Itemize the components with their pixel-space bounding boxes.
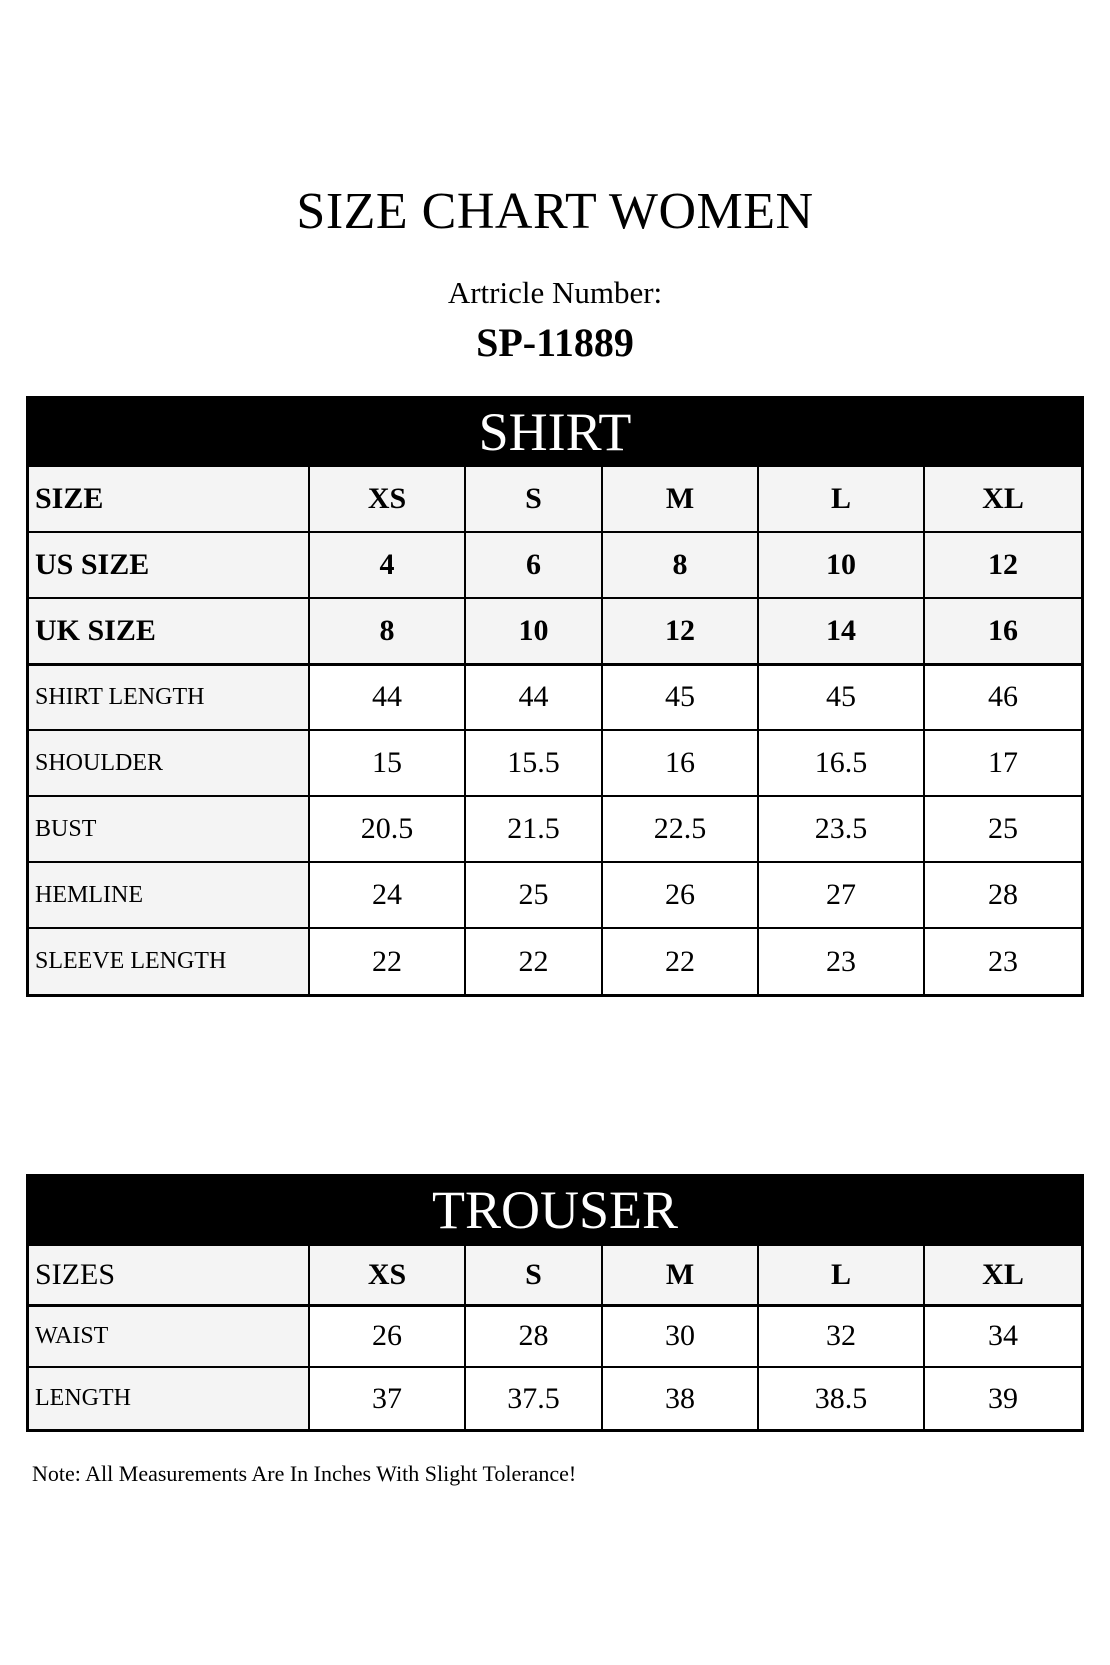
table-cell: 27 [758, 862, 924, 928]
table-cell: 15.5 [465, 730, 602, 796]
us-size-row [29, 532, 1081, 598]
size-xs: XS [309, 1245, 465, 1305]
shirt-size-row [29, 466, 1081, 532]
table-cell: 17 [924, 730, 1081, 796]
sizes-label: SIZES [29, 1245, 309, 1305]
size-l: L [758, 1245, 924, 1305]
table-cell: 24 [309, 862, 465, 928]
row-label: LENGTH [29, 1367, 309, 1429]
article-number-label: Artricle Number: [447, 275, 663, 310]
size-l: L [758, 466, 924, 532]
table-row [29, 796, 1081, 862]
table-cell: 26 [602, 862, 758, 928]
table-cell: 16 [924, 598, 1081, 664]
table-cell: 6 [465, 532, 602, 598]
table-cell: 8 [602, 532, 758, 598]
table-row [29, 730, 1081, 796]
table-cell: 39 [924, 1367, 1081, 1429]
size-xl: XL [924, 1245, 1081, 1305]
shirt-size-table [26, 396, 1084, 997]
table-cell: 16 [602, 730, 758, 796]
size-m: M [602, 1245, 758, 1305]
row-label: WAIST [29, 1305, 309, 1367]
table-cell: 25 [465, 862, 602, 928]
row-label: SHOULDER [29, 730, 309, 796]
table-cell: 45 [602, 664, 758, 730]
table-row [29, 1367, 1081, 1429]
size-s: S [465, 466, 602, 532]
size-xs: XS [309, 466, 465, 532]
table-cell: 34 [924, 1305, 1081, 1367]
table-cell: 8 [309, 598, 465, 664]
table-cell: 37.5 [465, 1367, 602, 1429]
size-s: S [465, 1245, 602, 1305]
table-cell: 28 [465, 1305, 602, 1367]
trouser-table-header: TROUSER [29, 1177, 1081, 1244]
uk-size-label: UK SIZE [29, 598, 309, 664]
table-cell: 23 [758, 928, 924, 994]
table-cell: 10 [465, 598, 602, 664]
table-row [29, 664, 1081, 730]
shirt-table [29, 465, 1081, 994]
table-cell: 44 [309, 664, 465, 730]
table-cell: 14 [758, 598, 924, 664]
table-cell: 30 [602, 1305, 758, 1367]
table-cell: 25 [924, 796, 1081, 862]
table-cell: 38.5 [758, 1367, 924, 1429]
table-cell: 38 [602, 1367, 758, 1429]
table-row [29, 862, 1081, 928]
table-cell: 10 [758, 532, 924, 598]
row-label: SHIRT LENGTH [29, 664, 309, 730]
table-cell: 45 [758, 664, 924, 730]
table-cell: 44 [465, 664, 602, 730]
table-cell: 21.5 [465, 796, 602, 862]
table-cell: 22 [309, 928, 465, 994]
page-title: SIZE CHART WOMEN [296, 183, 814, 240]
table-cell: 22 [465, 928, 602, 994]
trouser-table [29, 1244, 1081, 1429]
measurement-note: Note: All Measurements Are In Inches With Slight Tolerance! [32, 1461, 577, 1486]
table-cell: 12 [602, 598, 758, 664]
table-cell: 22.5 [602, 796, 758, 862]
trouser-size-row [29, 1245, 1081, 1305]
us-size-label: US SIZE [29, 532, 309, 598]
table-cell: 26 [309, 1305, 465, 1367]
shirt-table-header: SHIRT [29, 399, 1081, 465]
table-cell: 16.5 [758, 730, 924, 796]
uk-size-row [29, 598, 1081, 664]
row-label: BUST [29, 796, 309, 862]
table-cell: 15 [309, 730, 465, 796]
table-cell: 23 [924, 928, 1081, 994]
table-cell: 46 [924, 664, 1081, 730]
table-cell: 20.5 [309, 796, 465, 862]
article-number: SP-11889 [476, 320, 634, 365]
table-row [29, 1305, 1081, 1367]
table-cell: 37 [309, 1367, 465, 1429]
table-cell: 4 [309, 532, 465, 598]
size-m: M [602, 466, 758, 532]
table-cell: 22 [602, 928, 758, 994]
row-label: SLEEVE LENGTH [29, 928, 309, 994]
size-label: SIZE [29, 466, 309, 532]
table-cell: 32 [758, 1305, 924, 1367]
table-cell: 28 [924, 862, 1081, 928]
trouser-size-table [26, 1174, 1084, 1432]
size-xl: XL [924, 466, 1081, 532]
table-row [29, 928, 1081, 994]
row-label: HEMLINE [29, 862, 309, 928]
table-cell: 23.5 [758, 796, 924, 862]
table-cell: 12 [924, 532, 1081, 598]
